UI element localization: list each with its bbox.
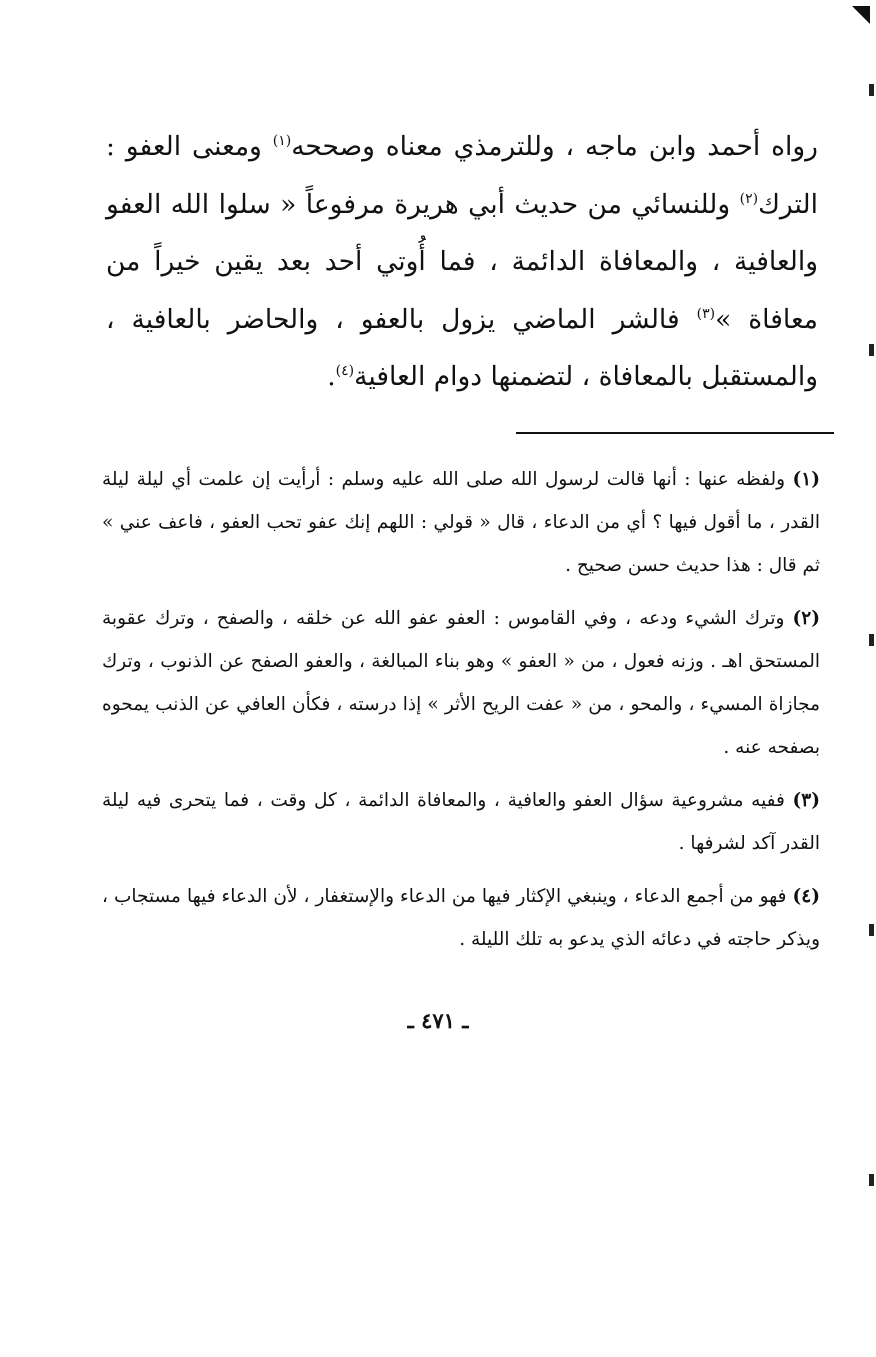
footnote-text: وترك الشيء ودعه ، وفي القاموس : العفو عفو الله عن خلقه ، والصفح ، وترك عقوبة المستحق اهـ . وزنه فعول ، من « العفو » وهو بناء المبالغة ، والعفو الصفح عن الذنوب ، وترك مجازاة المسيء ، والمحو ، من « عفت الريح الأثر » إذا درسته ، فكأن العافي عن الذنب يمحوه بصفحه عنه . xyxy=(102,608,820,758)
main-text-segment: ومعنى العفو : الترك xyxy=(106,131,818,220)
footnote-text: ففيه مشروعية سؤال العفو والعافية ، والمعافاة الدائمة ، كل وقت ، فما يتحرى فيه ليلة القدر آكد لشرفها . xyxy=(102,790,820,854)
footnote-1 xyxy=(102,458,820,587)
footnote-ref-1[interactable]: (١) xyxy=(272,133,292,150)
main-text-segment: . xyxy=(327,361,336,392)
footnote-text: فهو من أجمع الدعاء ، وينبغي الإكثار فيها من الدعاء والإستغفار ، لأن الدعاء فيها مستجاب ، ويذكر حاجته في دعائه الذي يدعو به تلك الليلة . xyxy=(102,886,820,950)
footnote-ref-3[interactable]: (٣) xyxy=(696,305,716,322)
edge-mark xyxy=(869,634,874,646)
edge-mark xyxy=(869,344,874,356)
footnote-text: ولفظه عنها : أنها قالت لرسول الله صلى الله عليه وسلم : أرأيت إن علمت أي ليلة ليلة القدر ، ما أقول فيها ؟ أي من الدعاء ، قال « قولي : اللهم إنك عفو تحب العفو ، فاعف عني » ثم قال : هذا حديث حسن صحيح . xyxy=(102,469,820,576)
main-text-segment: فالشر الماضي يزول بالعفو ، والحاضر بالعافية ، والمستقبل بالمعافاة ، لتضمنها دوام العافية xyxy=(106,303,818,392)
footnote-separator xyxy=(516,432,834,434)
footnote-number: (٣) xyxy=(792,790,820,811)
edge-mark xyxy=(869,1174,874,1186)
footnote-number: (٢) xyxy=(792,608,820,629)
footnote-number: (١) xyxy=(792,469,820,490)
corner-mark xyxy=(852,6,870,24)
edge-mark xyxy=(869,84,874,96)
footnote-3 xyxy=(102,779,820,865)
main-paragraph xyxy=(106,118,818,406)
footnote-number: (٤) xyxy=(792,886,820,907)
footnote-2 xyxy=(102,597,820,769)
footnotes xyxy=(102,458,820,971)
main-text xyxy=(106,118,818,406)
main-text-segment: وللنسائي من حديث أبي هريرة مرفوعاً « سلوا الله العفو والعافية ، والمعافاة الدائمة ، فما أُوتي أحد بعد يقين خيراً من معافاة » xyxy=(106,188,818,335)
footnote-4 xyxy=(102,875,820,961)
main-text-segment: رواه أحمد وابن ماجه ، وللترمذي معناه وصححه xyxy=(291,131,818,162)
footnote-ref-2[interactable]: (٢) xyxy=(739,190,759,207)
page-number: ـ ٤٧١ ـ xyxy=(407,1008,469,1033)
edge-mark xyxy=(869,924,874,936)
footnote-ref-4[interactable]: (٤) xyxy=(335,363,355,380)
